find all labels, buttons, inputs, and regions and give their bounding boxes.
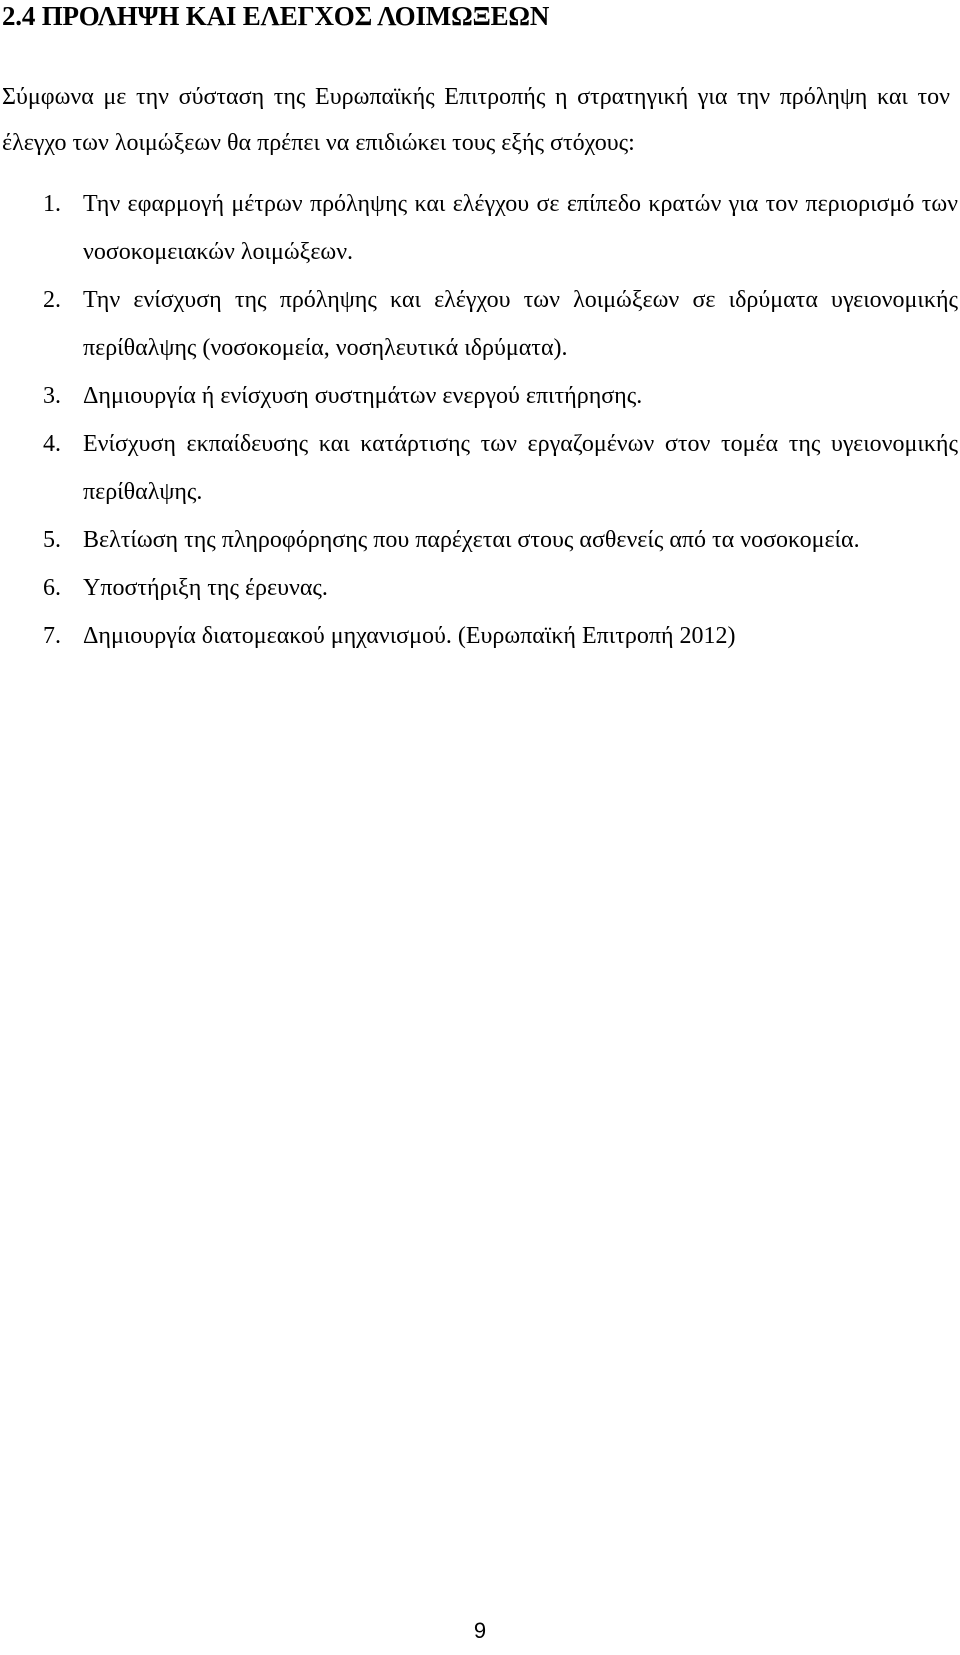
goal-text: Υποστήριξη της έρευνας. [83,575,328,601]
goal-text: Ενίσχυση εκπαίδευσης και κατάρτισης των εργαζομένων στον τομέα της υγειονομικής περίθαλψης. [83,431,958,505]
goal-item [0,180,960,276]
goal-item [0,276,960,372]
section-heading: 2.4 ΠΡΟΛΗΨΗ ΚΑΙ ΕΛΕΓΧΟΣ ΛΟΙΜΩΞΕΩΝ [2,1,550,31]
goal-number: 7. [43,623,61,649]
goal-number: 3. [43,383,61,409]
goals-list [0,180,960,660]
goal-number: 1. [43,191,61,217]
goal-item [0,420,960,516]
goal-item [0,612,960,660]
goal-number: 5. [43,527,61,553]
goal-item [0,516,960,564]
goal-text: Δημιουργία διατομεακού μηχανισμού. (Ευρωπαϊκή Επιτροπή 2012) [83,623,736,649]
goal-item [0,564,960,612]
goal-text: Την ενίσχυση της πρόληψης και ελέγχου των λοιμώξεων σε ιδρύματα υγειονομικής περίθαλψης (νοσοκομεία, νοσηλευτικά ιδρύματα). [83,287,958,361]
intro-paragraph: Σύμφωνα με την σύσταση της Ευρωπαϊκής Επιτροπής η στρατηγική για την πρόληψη και τον έλεγχο των λοιμώξεων θα πρέπει να επιδιώκει τους εξής στόχους: [2,84,950,156]
goal-text: Δημιουργία ή ενίσχυση συστημάτων ενεργού επιτήρησης. [83,383,643,409]
page-number: 9 [473,1618,487,1643]
goal-number: 6. [43,575,61,601]
goal-text: Βελτίωση της πληροφόρησης που παρέχεται στους ασθενείς από τα νοσοκομεία. [83,527,860,553]
goal-text: Την εφαρμογή μέτρων πρόληψης και ελέγχου σε επίπεδο κρατών για τον περιορισμό των νοσοκομειακών λοιμώξεων. [83,191,958,265]
goal-number: 2. [43,287,61,313]
goal-number: 4. [43,431,61,457]
goal-item [0,372,960,420]
